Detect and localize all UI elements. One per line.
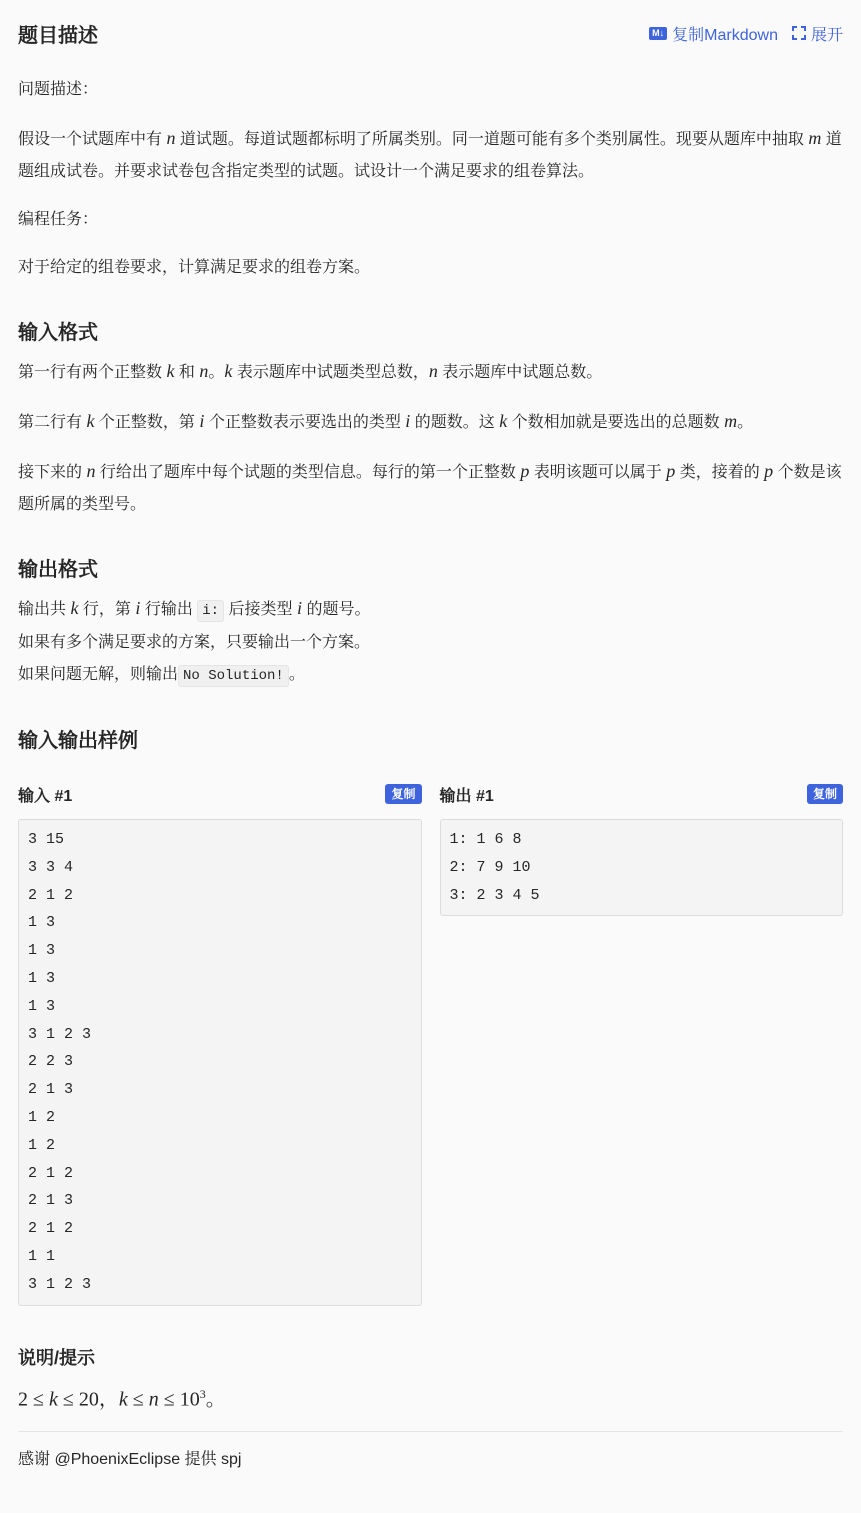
input-format-title: 输入格式 <box>18 322 98 344</box>
credit-text: 感谢 @PhoenixEclipse 提供 spj <box>18 1451 242 1469</box>
inline-code: i: <box>197 600 224 622</box>
samples-title: 输入输出样例 <box>18 730 138 752</box>
samples-container <box>18 779 843 1306</box>
sample-output <box>440 779 844 1306</box>
copy-input-button[interactable]: 复制 <box>385 784 421 804</box>
expand-label: 展开 <box>810 26 843 44</box>
sample-input-line: 2 1 2 <box>28 1164 74 1182</box>
output-format-line-1: 输出共 k 行，第 i 行输出 i: 后接类型 i 的题号。 <box>18 592 843 627</box>
sample-input-line: 1 2 <box>28 1108 56 1126</box>
sample-input-line: 2 1 2 <box>28 1220 74 1238</box>
sample-output-line: 2: 7 9 10 <box>449 858 531 876</box>
output-format-line-2: 如果有多个满足要求的方案，只要输出一个方案。 <box>18 634 371 651</box>
sample-input <box>18 779 422 1306</box>
input-format-line-2: 第二行有 k 个正整数，第 i 个正整数表示要选出的类型 i 的题数。这 k 个数相加就是要选出的总题数 m。 <box>18 411 754 431</box>
sample-output-line: 1: 1 6 8 <box>449 831 522 848</box>
sample-input-line: 3 1 2 3 <box>28 1025 92 1043</box>
output-format-line-3: 如果问题无解，则输出 No Solution! 。 <box>18 659 843 692</box>
sample-input-label: 输入 #1 <box>18 787 73 805</box>
sample-input-line: 1 3 <box>28 942 56 960</box>
no-solution-code: No Solution! <box>178 665 289 687</box>
input-format-line-3: 接下来的 n 行给出了题库中每个试题的类型信息。每行的第一个正整数 p 表明该题可以属于 p 类，接着的 p 个数是该题所属的类型号。 <box>18 461 842 513</box>
expand-icon <box>792 26 806 40</box>
sample-input-line: 3 1 2 3 <box>28 1275 92 1293</box>
output-format-title: 输出格式 <box>18 559 98 581</box>
page-title: 题目描述 <box>18 24 98 47</box>
divider <box>18 1431 843 1432</box>
copy-output-button[interactable]: 复制 <box>807 784 843 804</box>
hint-title: 说明/提示 <box>18 1347 96 1368</box>
copy-markdown-button[interactable] <box>649 22 778 45</box>
copy-markdown-label: 复制Markdown <box>672 26 778 44</box>
sample-input-line: 2 1 2 <box>28 886 74 904</box>
sample-input-line: 3 15 <box>28 831 65 848</box>
sample-output-code <box>440 819 844 916</box>
sample-input-line: 2 2 3 <box>28 1053 74 1071</box>
task-text: 对于给定的组卷要求，计算满足要求的组卷方案。 <box>18 259 371 276</box>
header-actions <box>649 22 843 45</box>
sample-input-line: 1 2 <box>28 1136 56 1154</box>
sample-input-line: 1 1 <box>28 1247 56 1265</box>
expand-button[interactable] <box>792 22 843 45</box>
sample-input-line: 1 3 <box>28 914 56 932</box>
hint-formula: 2 ≤ k ≤ 20，$k \le n \le 10^3$。 <box>18 1386 226 1411</box>
sample-input-line: 1 3 <box>28 969 56 987</box>
sample-input-code <box>18 819 422 1306</box>
sample-input-line: 2 1 3 <box>28 1081 74 1099</box>
sample-input-line: 3 3 4 <box>28 858 74 876</box>
header-bar <box>18 0 843 66</box>
input-format-line-1: 第一行有两个正整数 k 和 n。k 表示题库中试题类型总数，n 表示题库中试题总数。 <box>18 361 603 381</box>
description-label: 问题描述： <box>18 81 99 98</box>
markdown-icon: M↓ <box>649 27 667 40</box>
sample-output-label: 输出 #1 <box>439 787 494 805</box>
sample-input-line: 1 3 <box>28 997 56 1015</box>
sample-output-line: 3: 2 3 4 5 <box>449 886 540 904</box>
description-paragraph: 假设一个试题库中有 n 道试题。每道试题都标明了所属类别。同一道题可能有多个类别属性。现要从题库中抽取 m 道题组成试卷。并要求试卷包含指定类型的试题。试设计一个满足要求的组卷算法。 <box>18 128 842 180</box>
sample-input-line: 2 1 3 <box>28 1192 74 1210</box>
task-label: 编程任务： <box>18 211 99 228</box>
